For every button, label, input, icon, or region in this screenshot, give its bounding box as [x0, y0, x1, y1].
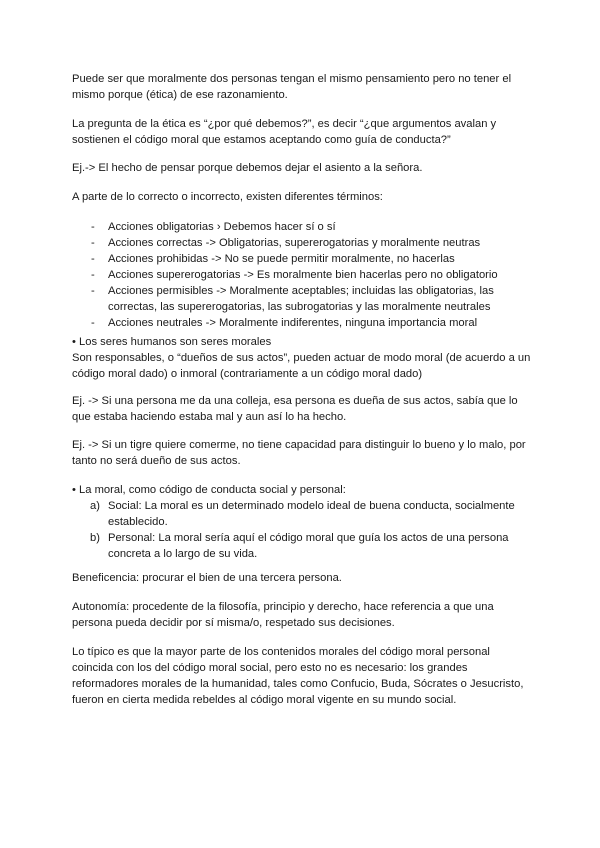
seres-morales-section — [72, 334, 532, 382]
paragraph-lo-tipico: Lo típico es que la mayor parte de los contenidos morales del código moral personal coincida con los del código moral social, pero esto no es necesario: los grandes reformadores morales de la humanidad, tales como Confucio, Buda, Sócrates o Jesucristo, fueron en cierta medida rebeldes al código moral vigente en su mundo social. — [72, 646, 524, 706]
seres-text: Son responsables, o “dueños de sus actos”, pueden actuar de modo moral (de acuerdo a un código moral dado) o inmoral (contrariamente a un código moral dado) — [72, 352, 531, 380]
list-item: - Acciones correctas -> Obligatorias, supererogatorias y moralmente neutras — [91, 237, 481, 249]
moral-section — [72, 482, 532, 562]
list-item: - Acciones permisibles -> Moralmente aceptables; incluidas las obligatorias, las correctas, las supererogatorias, las subrogatorias y las moralmente neutrales — [91, 285, 494, 313]
list-item: - Acciones supererogatorias -> Es moralmente bien hacerlas pero no obligatorio — [91, 269, 498, 281]
moral-heading: • La moral, como código de conducta social y personal: — [72, 484, 346, 496]
paragraph-ejemplo-colleja: Ej. -> Si una persona me da una colleja, esa persona es dueña de sus actos, sabía que lo que estaba haciendo estaba mal y aun así lo ha hecho. — [72, 395, 518, 423]
list-item: - Acciones prohibidas -> No se puede permitir moralmente, no hacerlas — [91, 253, 455, 265]
paragraph-ejemplo-tigre: Ej. -> Si un tigre quiere comerme, no tiene capacidad para distinguir lo bueno y lo malo, por tanto no será dueño de sus actos. — [72, 439, 526, 467]
list-item: - Acciones obligatorias › Debemos hacer sí o sí — [91, 221, 336, 233]
paragraph-terminos-intro: A parte de lo correcto o incorrecto, existen diferentes términos: — [72, 191, 383, 203]
list-item: - Acciones neutrales -> Moralmente indiferentes, ninguna importancia moral — [91, 317, 478, 329]
paragraph-pregunta-etica: La pregunta de la ética es “¿por qué debemos?”, es decir “¿que argumentos avalan y sostienen el código moral que estamos aceptando como guía de conducta?” — [72, 118, 497, 146]
paragraph-autonomia: Autonomía: procedente de la filosofía, principio y derecho, hace referencia a que una persona pueda decidir por sí misma/o, respetado sus decisiones. — [72, 601, 494, 629]
list-item: a) Social: La moral es un determinado modelo ideal de buena conducta, socialmente establecido. — [90, 500, 515, 528]
moral-list — [72, 498, 532, 562]
paragraph-ejemplo-asiento: Ej.-> El hecho de pensar porque debemos dejar el asiento a la señora. — [72, 162, 423, 174]
seres-heading: • Los seres humanos son seres morales — [72, 336, 272, 348]
list-item: b) Personal: La moral sería aquí el código moral que guía los actos de una persona concreta a lo largo de su vida. — [90, 532, 509, 560]
paragraph-mismo-pensamiento: Puede ser que moralmente dos personas tengan el mismo pensamiento pero no tener el mismo porque (ética) de ese razonamiento. — [72, 73, 512, 101]
acciones-list — [72, 219, 532, 331]
paragraph-beneficencia: Beneficencia: procurar el bien de una tercera persona. — [72, 572, 342, 584]
